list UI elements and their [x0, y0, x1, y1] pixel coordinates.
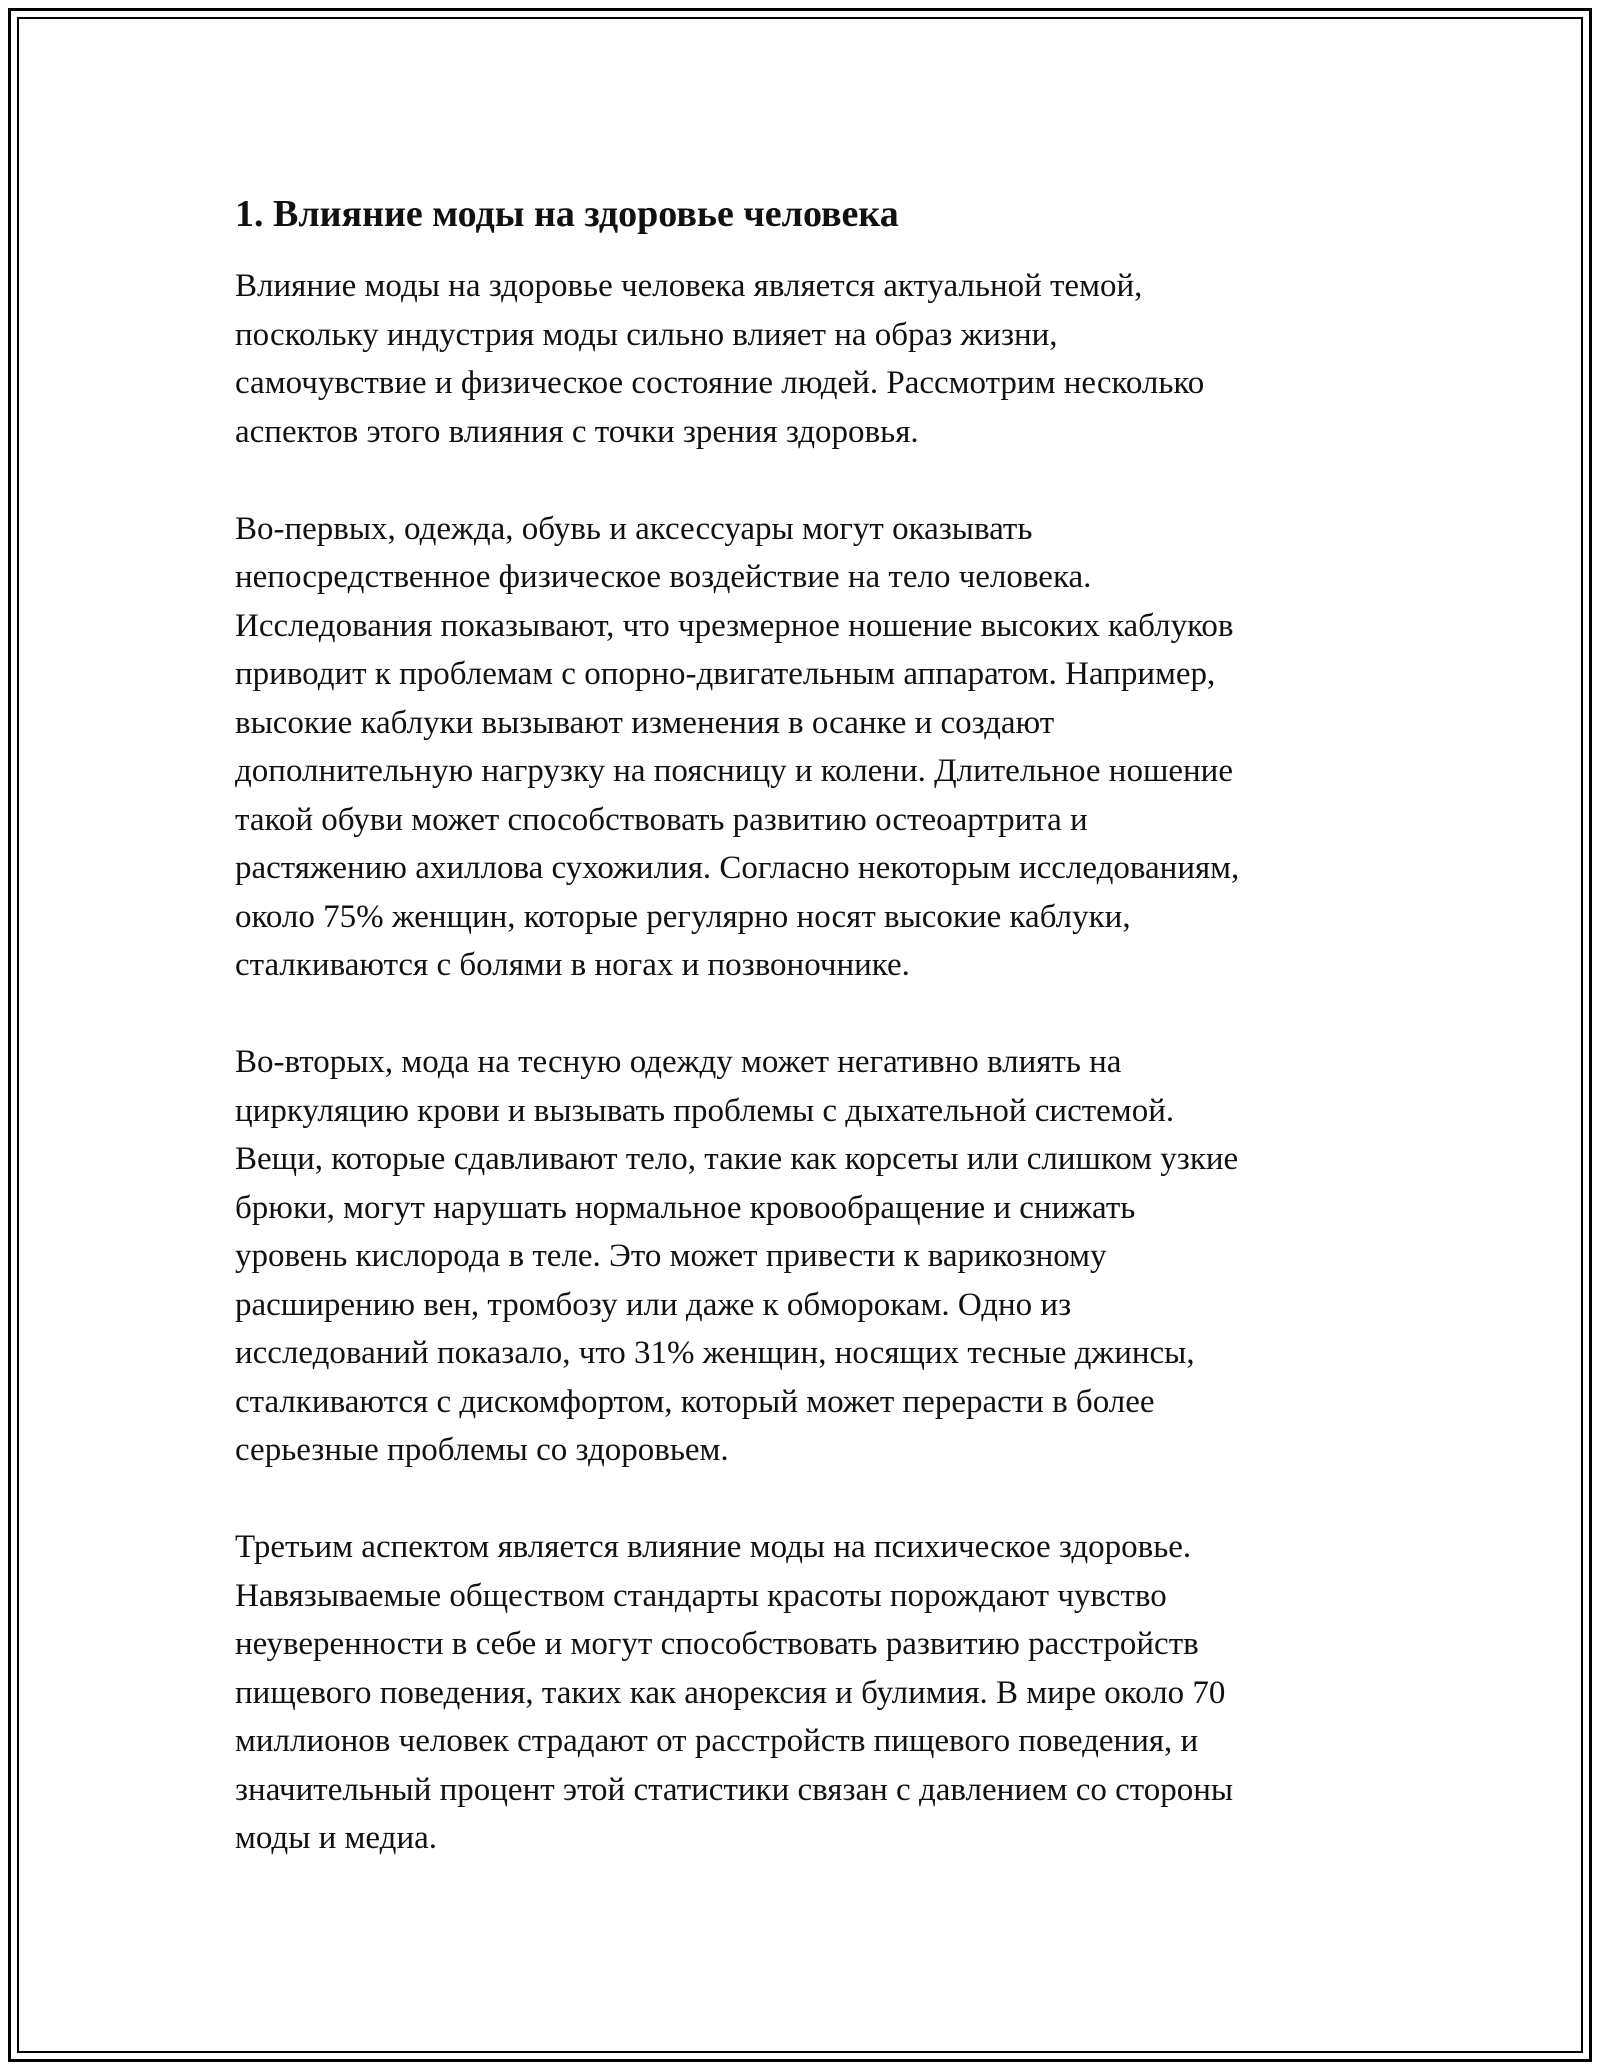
- text-line: циркуляцию крови и вызывать проблемы с дыхательной системой.: [235, 1092, 1175, 1129]
- text-line: приводит к проблемам с опорно-двигательным аппаратом. Например,: [235, 656, 1216, 692]
- text-line: такой обуви может способствовать развитию остеоартрита и: [235, 801, 1088, 838]
- text-line: аспектов этого влияния с точки зрения здоровья.: [235, 413, 919, 450]
- paragraph-third-aspect: [235, 1523, 1375, 1863]
- text-line: неуверенности в себе и могут способствовать развитию расстройств: [235, 1626, 1199, 1662]
- paragraph-intro: [235, 262, 1375, 456]
- text-line: Во-вторых, мода на тесную одежду может негативно влиять на: [235, 1044, 1122, 1080]
- text-line: Исследования показывают, что чрезмерное ношение высоких каблуков: [235, 607, 1234, 644]
- text-line: уровень кислорода в теле. Это может привести к варикозному: [235, 1238, 1107, 1274]
- text-line: значительный процент этой статистики связан с давлением со стороны: [235, 1771, 1234, 1808]
- text-line: брюки, могут нарушать нормальное кровообращение и снижать: [235, 1189, 1136, 1226]
- text-line: дополнительную нагрузку на поясницу и колени. Длительное ношение: [235, 753, 1233, 789]
- text-line: Влияние моды на здоровье человека является актуальной темой,: [235, 268, 1143, 304]
- document-body: [235, 190, 1375, 1911]
- text-line: поскольку индустрия моды сильно влияет на образ жизни,: [235, 316, 1058, 353]
- text-line: около 75% женщин, которые регулярно носят высокие каблуки,: [235, 898, 1131, 935]
- text-line: пищевого поведения, таких как анорексия и булимия. В мире около 70: [235, 1674, 1226, 1711]
- text-line: расширению вен, тромбозу или даже к обморокам. Одно из: [235, 1286, 1072, 1323]
- page-title: 1. Влияние моды на здоровье человека: [235, 193, 899, 235]
- text-line: Во-первых, одежда, обувь и аксессуары могут оказывать: [235, 510, 1033, 547]
- paragraph-second-aspect: [235, 1038, 1375, 1475]
- text-line: миллионов человек страдают от расстройств пищевого поведения, и: [235, 1723, 1199, 1759]
- text-line: Вещи, которые сдавливают тело, такие как корсеты или слишком узкие: [235, 1141, 1239, 1177]
- text-line: серьезные проблемы со здоровьем.: [235, 1432, 729, 1468]
- text-line: сталкиваются с дискомфортом, который может перерасти в более: [235, 1383, 1155, 1420]
- text-line: высокие каблуки вызывают изменения в осанке и создают: [235, 704, 1055, 741]
- text-line: моды и медиа.: [235, 1820, 437, 1856]
- text-line: непосредственное физическое воздействие на тело человека.: [235, 559, 1092, 595]
- text-line: растяжению ахиллова сухожилия. Согласно некоторым исследованиям,: [235, 850, 1240, 886]
- text-line: исследований показало, что 31% женщин, носящих тесные джинсы,: [235, 1335, 1195, 1371]
- paragraph-first-aspect: [235, 505, 1375, 990]
- text-line: Навязываемые обществом стандарты красоты порождают чувство: [235, 1577, 1167, 1614]
- text-line: самочувствие и физическое состояние людей. Рассмотрим несколько: [235, 365, 1205, 401]
- text-line: Третьим аспектом является влияние моды на психическое здоровье.: [235, 1529, 1192, 1565]
- text-line: сталкиваются с болями в ногах и позвоночнике.: [235, 947, 910, 983]
